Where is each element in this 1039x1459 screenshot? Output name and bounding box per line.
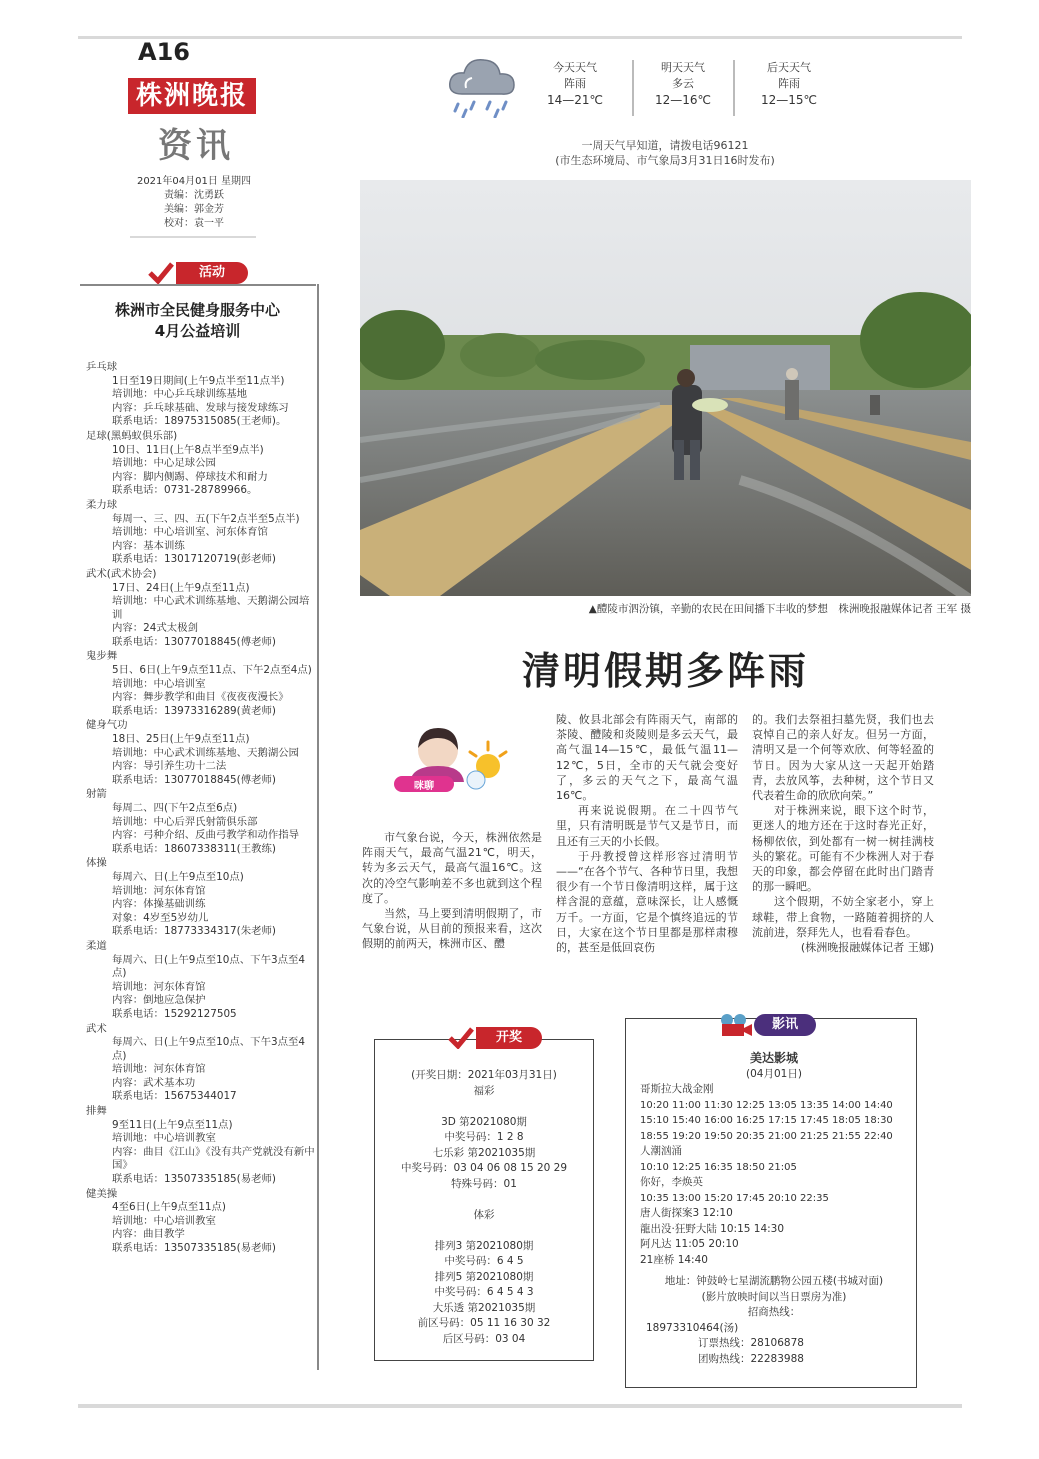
lottery-line: 中奖号码：6 4 5 [444,1255,524,1267]
film-with-times: 唐人街探案3 12:10 [640,1207,733,1219]
cinema-date: (04月01日) [746,1067,802,1080]
activity-detail: 联系电话：0731-28789966。 [112,484,258,497]
activity-detail: 内容：脚内侧踢、停球技术和耐力 [112,470,268,483]
activity-detail: 每周六、日(上午9点至10点、下午3点至4点) [112,1036,305,1062]
columnist-avatar-icon [392,720,512,800]
lottery-line: 体彩 [473,1208,495,1221]
activity-detail: 培训地：中心武术训练基地、天鹅湖公园 [112,746,300,759]
film-camera-icon [718,1012,754,1038]
weather-source: (市生态环境局、市气象局3月31日16时发布) [555,154,775,167]
lottery-line: 七乐彩 第2021035期 [432,1146,536,1159]
photo-caption: ▲醴陵市泗汾镇，辛勤的农民在田间播下丰收的梦想 株洲晚报融媒体记者 王军 摄 [588,603,971,615]
top-rule [78,36,962,39]
activity-detail: 联系电话：18975315085(王老师)。 [112,415,287,428]
badge-label: 咪聊 [414,781,434,792]
activity-detail: 联系电话：13507335185(易老师) [112,1173,276,1186]
activity-detail: 17日、24日(上午9点至11点) [112,581,250,594]
activity-detail: 5日、6日(上午9点至11点、下午2点至4点) [112,664,312,677]
activity-detail: 联系电话：13507335185(易老师) [112,1242,276,1254]
lottery-line: 中奖号码：1 2 8 [444,1131,524,1143]
check-icon [448,1027,474,1049]
lottery-line: 大乐透 第2021035期 [432,1301,536,1314]
lottery-box [374,1039,594,1361]
activity-rule [80,284,316,286]
activity-detail: 培训地：河东体育馆 [112,884,206,897]
activity-tag: 活动 [176,262,248,284]
check-icon [148,262,174,284]
weather-tomorrow-cond: 多云 [672,77,694,90]
activity-detail: 内容：曲目《江山》《没有共产党就没有新中国》 [112,1145,315,1172]
lottery-line: 福彩 [473,1084,495,1097]
activity-detail: 培训地：中心武术训练基地、天鹅湖公园培训 [112,595,310,621]
activity-list [86,360,318,1256]
lottery-results [375,1068,593,1347]
cinema-note: (影片放映时间以当日票房为准) [701,1290,847,1303]
lottery-line [375,1192,593,1208]
invest-label: 招商热线： [747,1306,801,1318]
weather-today [532,60,618,108]
activity-heading: 体操 [86,857,107,870]
activity-detail: 培训地：中心培训教室 [112,1132,216,1145]
activity-detail: 培训地：河东体育馆 [112,1063,206,1076]
cinema-box [625,1018,917,1388]
lottery-line: 排列5 第2021080期 [434,1270,534,1283]
film-with-times: 龍出没·狂野大陆 10:15 14:30 [640,1222,785,1235]
cinema-tag: 影讯 [754,1014,816,1036]
activity-detail: 联系电话：18607338311(王教练) [112,842,276,855]
cinema-address: 地址：钟鼓岭七星湖流鹏物公园五楼(书城对面) [664,1275,884,1287]
activity-detail: 联系电话：13077018845(傅老师) [112,635,276,648]
weather-today-temp: 14—21℃ [546,93,603,107]
activity-detail: 内容：舞步教学和曲目《夜夜夜漫长》 [112,691,289,704]
article-paragraph: (株洲晚报融媒体记者 王娜) [800,941,934,955]
article-column-2 [556,712,738,955]
activity-detail: 联系电话：13973316289(黄老师) [112,704,276,717]
lottery-line [375,1223,593,1239]
activity-detail: 内容：乒乓球基础、发球与接发球练习 [112,401,289,414]
article-paragraph: 这个假期，不妨全家老小，穿上球鞋，带上食物，一路随着拥挤的人流前进，祭拜先人，也看看春色。 [752,895,934,939]
activity-heading: 鬼步舞 [86,650,118,663]
weather-tomorrow-temp: 12—16℃ [654,93,711,107]
rain-cloud-icon [444,52,522,118]
lottery-line: 前区号码：05 11 16 30 32 [417,1317,551,1329]
lottery-line: 特殊号码：01 [451,1177,517,1190]
weather-day-after-cond: 阵雨 [778,77,800,90]
showtimes: 18:55 19:20 19:50 20:35 21:00 21:25 21:55 22:40 [640,1130,893,1142]
activity-detail: 4至6日(上午9点至11点) [112,1201,226,1214]
activity-detail: 9至11日(上午9点至11点) [112,1118,233,1131]
lottery-line [375,1099,593,1115]
activity-detail: 内容：24式太极剑 [112,622,198,635]
activity-detail: 18日、25日(上午9点至11点) [112,733,250,746]
article-headline: 清明假期多阵雨 [521,649,809,693]
section-title: 资讯 [158,126,234,166]
activity-detail: 联系电话：15292127505 [112,1007,237,1020]
field-planting-photo [360,180,971,596]
article-paragraph: 于丹教授曾这样形容过清明节——“在各个节气、各种节日里，我想很少有一个节日像清明这样，属于这样含混的意蕴，意味深长，让人感慨万千。一方面，它是个慎终追远的节日，大家在这个节日里都是那样肃穆的，甚至是低回哀伤 [556,849,738,955]
activity-detail: 1日至19日期间(上午9点半至11点半) [112,374,285,387]
lottery-line: 后区号码：03 04 [442,1332,526,1345]
issue-date: 2021年04月01日 星期四 [136,176,252,187]
activity-heading: 武术 [86,1022,107,1035]
activity-detail: 内容：倒地应急保护 [112,994,206,1007]
activity-detail: 培训地：中心足球公园 [112,457,216,470]
activity-heading: 健身气功 [86,719,128,732]
film-title: 哥斯拉大战金刚 [640,1083,714,1095]
activity-detail: 内容：曲目教学 [112,1228,185,1241]
lottery-line: 中奖号码：03 04 06 08 15 20 29 [400,1162,568,1174]
weather-separator [733,60,735,116]
weather-tomorrow [640,60,726,108]
editor-credit: 责编：沈勇跃 [164,190,224,201]
activity-heading: 武术(武术协会) [86,567,157,580]
weather-today-label: 今天天气 [553,61,597,74]
activity-title [80,300,315,342]
film-with-times: 阿凡达 11:05 20:10 [640,1238,739,1250]
weather-day-after-temp: 12—15℃ [760,93,817,107]
activity-detail: 培训地：中心培训室、河东体育馆 [112,526,268,539]
activity-detail: 对象：4岁至5岁幼儿 [112,911,209,924]
activity-detail: 10日、11日(上午8点半至9点半) [112,443,264,456]
activity-heading: 健美操 [86,1187,118,1200]
article-column-3 [752,712,934,955]
ticket-hotline: 订票热线：28106878 [698,1337,804,1349]
article-paragraph: 对于株洲来说，眼下这个时节，更迷人的地方还在于这时春光正好，杨柳依依，到处都有一树一树挂满枝头的繁花。可能有不少株洲人对于春天的印象，都会停留在此时出门踏青的那一瞬吧。 [752,804,934,894]
weather-hotline: 一周天气早知道，请拨电话96121 [581,139,749,152]
activity-detail: 每周六、日(上午9点至10点、下午3点至4点) [112,953,305,980]
activity-detail: 培训地：中心培训教室 [112,1214,216,1227]
activity-detail: 内容：武术基本功 [112,1076,196,1089]
columnist-badge [392,720,512,800]
activity-detail: 内容：基本训练 [112,539,185,552]
activity-detail: 联系电话：13017120719(彭老师) [112,553,276,566]
masthead-divider [130,236,256,238]
film-title: 人潮汹涌 [640,1145,682,1157]
invest-hotline: 18973310464(汤) [646,1321,739,1334]
group-hotline: 团购热线：22283988 [698,1352,804,1365]
activity-title-line1: 株洲市全民健身服务中心 [114,301,280,319]
page-number: A16 [138,38,190,66]
lottery-line: 中奖号码：6 4 5 4 3 [434,1286,534,1298]
showtimes: 10:20 11:00 11:30 12:25 13:05 13:35 14:00 14:40 [640,1099,893,1111]
activity-detail: 联系电话：13077018845(傅老师) [112,773,276,786]
cinema-listings [640,1051,908,1367]
film-list [640,1082,908,1206]
article-paragraph: 陵、攸县北部会有阵雨天气，南部的茶陵、醴陵和炎陵则是多云天气，最高气温14—15℃，最低气温11—12℃，5日，全市的天气就会变好了，多云的天气之下，最高气温16℃。 [556,713,738,803]
activity-detail: 联系电话：15675344017 [112,1090,237,1103]
activity-detail: 每周六、日(上午9点至10点) [112,870,244,883]
article-paragraph: 再来说说假期。在二十四节气里，只有清明既是节气又是节日，而且还有三天的小长假。 [556,804,738,848]
weather-today-cond: 阵雨 [564,77,586,90]
weather-day-after-label: 后天天气 [767,61,811,74]
activity-heading: 射箭 [86,788,107,801]
article-paragraph: 市气象台说，今天，株洲依然是阵雨天气，最高气温21℃，明天，转为多云天气，最高气温16℃。这次的冷空气影响差不多也就到这个程度了。 [362,831,542,905]
proof-credit: 校对：袁一平 [164,218,224,229]
showtimes: 10:10 12:25 16:35 18:50 21:05 [640,1161,797,1173]
activity-detail: 培训地：中心乒乓球训练基地 [112,388,248,401]
activity-heading: 足球(黑蚂蚁俱乐部) [86,429,178,442]
activity-detail: 联系电话：18773334317(朱老师) [112,925,276,938]
weather-tomorrow-label: 明天天气 [661,61,705,74]
showtimes: 15:10 15:40 16:00 16:25 17:15 17:45 18:05 18:30 [640,1115,893,1126]
lottery-line: 3D 第2021080期 [441,1115,527,1128]
activity-detail: 培训地：中心后羿氏射箭俱乐部 [112,815,258,828]
newspaper-masthead: 株洲晚报 [128,78,256,114]
activity-detail: 内容：体操基础训练 [112,898,206,911]
short-film-list [640,1206,908,1268]
film-title: 你好，李焕英 [640,1176,703,1188]
activity-heading: 排舞 [86,1105,107,1118]
activity-heading: 柔力球 [86,498,118,511]
activity-heading: 乒乓球 [86,361,118,373]
activity-heading: 柔道 [86,939,107,952]
article-column-1 [362,830,542,952]
activity-detail: 每周一、三、四、五(下午2点半至5点半) [112,512,300,525]
activity-detail: 内容：弓种介绍、反曲弓教学和动作指导 [112,829,300,842]
lottery-line: 排列3 第2021080期 [434,1239,534,1252]
activity-detail: 内容：导引养生功十二法 [112,760,227,773]
bottom-rule [78,1404,962,1408]
activity-title-line2: 4月公益培训 [154,322,241,340]
article-paragraph: 当然，马上要到清明假期了，市气象台说，从目前的预报来看，这次假期的前两天，株洲市区、醴 [362,907,542,951]
activity-detail: 每周二、四(下午2点至6点) [112,802,238,814]
film-with-times: 21座桥 14:40 [640,1253,708,1266]
cinema-name: 美达影城 [749,1051,798,1065]
article-paragraph: 的。我们去祭祖扫墓先贤，我们也去哀悼自己的亲人好友。但另一方面，清明又是一个何等欢欣、何等轻盈的节日。因为大家从这一天起开始踏青，去放风筝，去种树，这个节日又代表着生命的欣欣向荣。” [752,713,934,803]
news-photo [360,180,971,596]
activity-detail: 培训地：河东体育馆 [112,980,206,993]
activity-detail: 培训地：中心培训室 [112,677,206,690]
issue-meta [130,175,258,231]
lottery-tag: 开奖 [476,1027,542,1049]
weather-separator [632,60,634,116]
designer-credit: 美编：郭金芳 [164,204,224,215]
weather-day-after [746,60,832,108]
lottery-line: (开奖日期：2021年03月31日) [411,1069,557,1081]
showtimes: 10:35 13:00 15:20 17:45 20:10 22:35 [640,1192,829,1204]
